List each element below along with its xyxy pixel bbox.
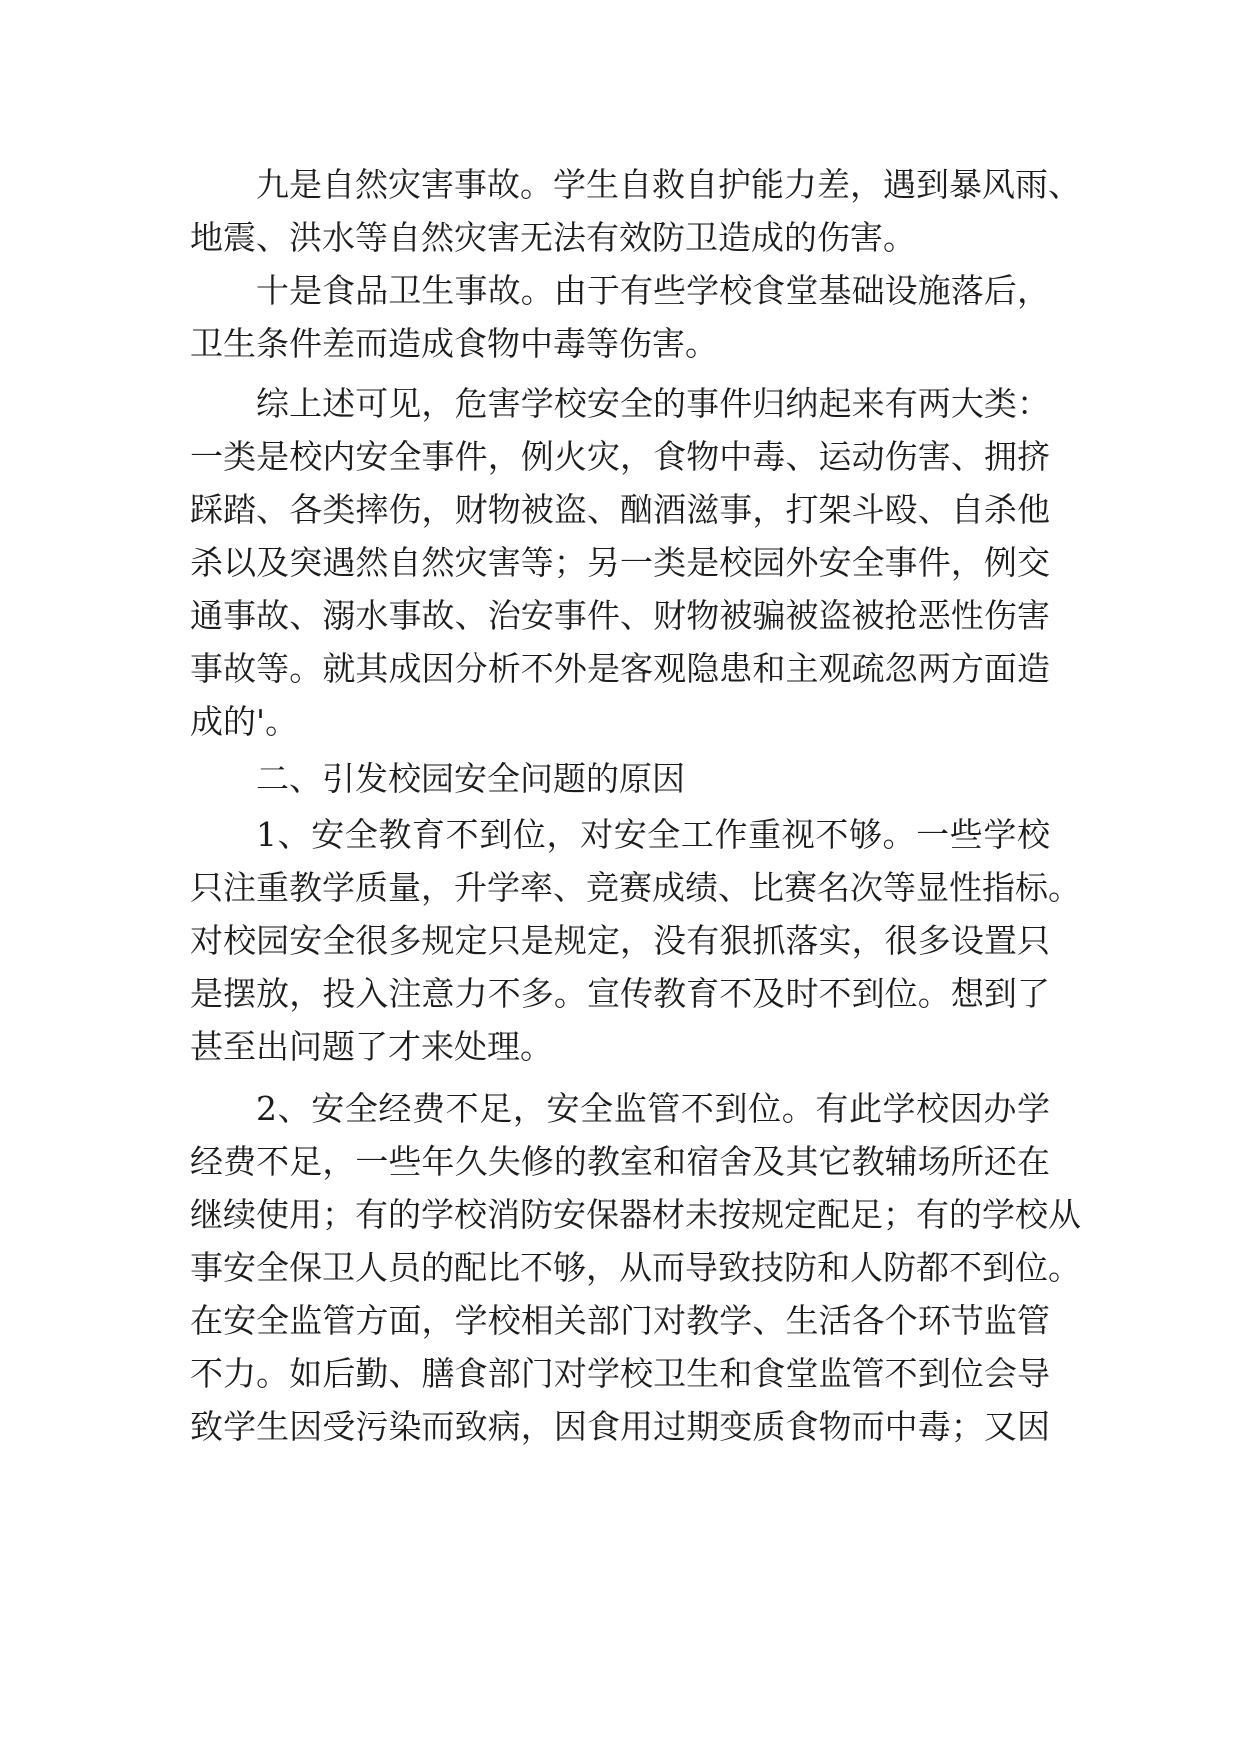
- text-line: 对校园安全很多规定只是规定，没有狠抓落实，很多设置只: [190, 921, 1050, 960]
- text-line: 是摆放，投入注意力不多。宣传教育不及时不到位。想到了: [190, 974, 1050, 1013]
- text-line: 综上述可见，危害学校安全的事件归纳起来有两大类：: [256, 384, 1050, 423]
- text-line: 十是食品卫生事故。由于有些学校食堂基础设施落后，: [256, 271, 1050, 310]
- text-line: 地震、洪水等自然灾害无法有效防卫造成的伤害。: [190, 218, 916, 257]
- text-line: 通事故、溺水事故、治安事件、财物被骗被盗被抢恶性伤害: [190, 596, 1050, 635]
- text-line: 卫生条件差而造成食物中毒等伤害。: [190, 324, 718, 363]
- text-line: 致学生因受污染而致病，因食用过期变质食物而中毒；又因: [190, 1407, 1050, 1446]
- text-line: 杀以及突遇然自然灾害等；另一类是校园外安全事件，例交: [190, 543, 1050, 582]
- text-line: 继续使用；有的学校消防安保器材未按规定配足；有的学校从: [190, 1195, 1081, 1234]
- text-line: 九是自然灾害事故。学生自救自护能力差，遇到暴风雨、: [256, 165, 1081, 204]
- text-line: 1、安全教育不到位，对安全工作重视不够。一些学校: [256, 815, 1050, 854]
- text-line: 事安全保卫人员的配比不够，从而导致技防和人防都不到位。: [190, 1248, 1081, 1287]
- text-line: 踩踏、各类摔伤，财物被盗、酗酒滋事，打架斗殴、自杀他: [190, 490, 1050, 529]
- text-line: 甚至出问题了才来处理。: [190, 1027, 553, 1066]
- section-heading: 二、引发校园安全问题的原因: [256, 759, 685, 798]
- text-line: 经费不足，一些年久失修的教室和宿舍及其它教辅场所还在: [190, 1142, 1050, 1181]
- text-line: 2、安全经费不足，安全监管不到位。有此学校因办学: [256, 1089, 1050, 1128]
- text-line: 只注重教学质量，升学率、竞赛成绩、比赛名次等显性指标。: [190, 868, 1081, 907]
- text-line: 一类是校内安全事件，例火灾，食物中毒、运动伤害、拥挤: [190, 437, 1050, 476]
- text-line: 事故等。就其成因分析不外是客观隐患和主观疏忽两方面造: [190, 649, 1050, 688]
- text-line: 在安全监管方面，学校相关部门对教学、生活各个环节监管: [190, 1301, 1050, 1340]
- text-line: 不力。如后勤、膳食部门对学校卫生和食堂监管不到位会导: [190, 1354, 1050, 1393]
- text-line: 成的'。: [190, 702, 299, 741]
